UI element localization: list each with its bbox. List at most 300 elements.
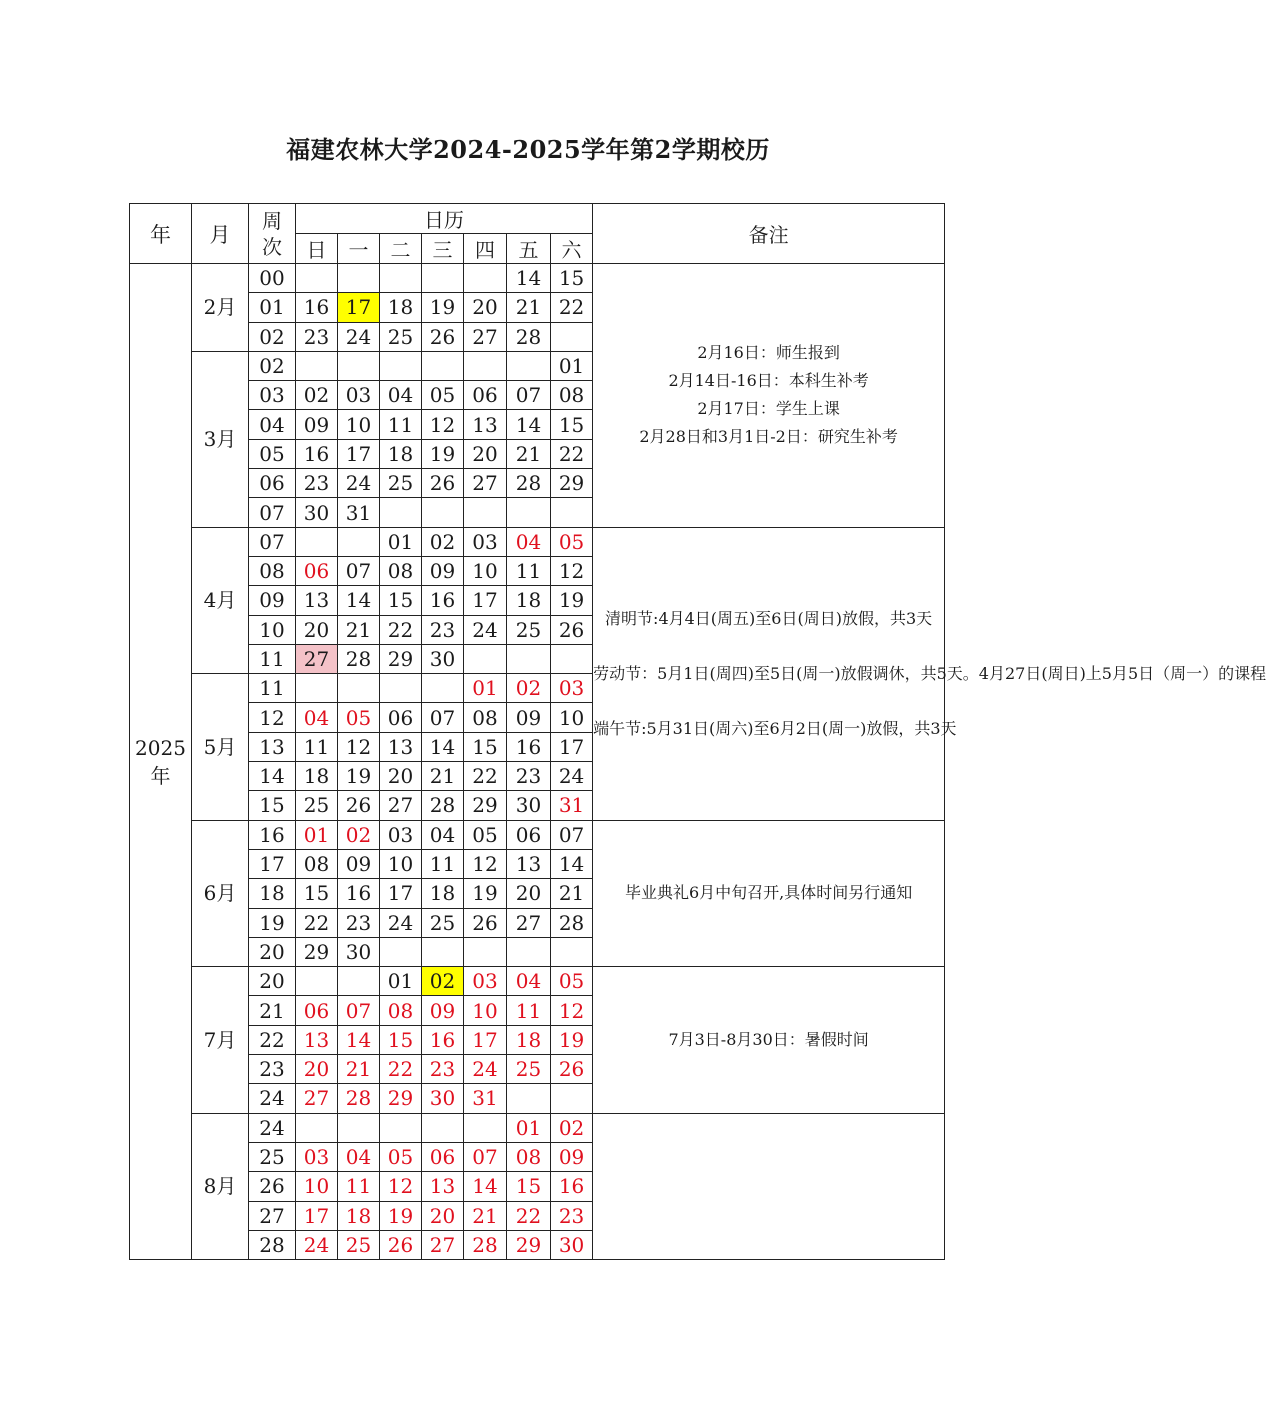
day-cell: 19 — [464, 879, 507, 908]
day-cell: 22 — [464, 762, 507, 791]
day-cell: 24 — [464, 615, 507, 644]
school-calendar-table — [129, 203, 1266, 1260]
day-cell — [507, 937, 551, 966]
day-cell: 23 — [338, 908, 380, 937]
day-cell — [338, 527, 380, 556]
day-cell: 18 — [507, 586, 551, 615]
day-cell: 15 — [380, 1025, 422, 1054]
day-cell: 26 — [380, 1230, 422, 1259]
day-cell: 01 — [380, 967, 422, 996]
day-cell — [507, 498, 551, 527]
day-cell: 12 — [551, 556, 593, 585]
day-cell: 26 — [551, 615, 593, 644]
day-cell: 20 — [507, 879, 551, 908]
day-cell — [422, 937, 464, 966]
week-number: 20 — [249, 937, 296, 966]
header-week-line2: 次 — [262, 234, 282, 259]
table-row — [130, 967, 945, 996]
day-cell: 31 — [551, 791, 593, 820]
week-number: 15 — [249, 791, 296, 820]
day-cell: 16 — [507, 732, 551, 761]
day-cell: 09 — [507, 703, 551, 732]
week-number: 16 — [249, 820, 296, 849]
day-cell: 27 — [507, 908, 551, 937]
day-cell: 25 — [296, 791, 338, 820]
day-cell: 13 — [507, 849, 551, 878]
day-cell: 18 — [338, 1201, 380, 1230]
day-cell: 23 — [422, 615, 464, 644]
day-cell: 07 — [422, 703, 464, 732]
day-cell: 08 — [551, 381, 593, 410]
note-cell — [593, 820, 945, 966]
note-spacer — [593, 633, 944, 660]
week-number: 11 — [249, 644, 296, 673]
day-cell: 06 — [380, 703, 422, 732]
note-cell — [593, 1113, 945, 1259]
week-number: 17 — [249, 849, 296, 878]
day-cell: 27 — [422, 1230, 464, 1259]
day-cell: 30 — [551, 1230, 593, 1259]
day-cell: 13 — [464, 410, 507, 439]
day-cell: 25 — [338, 1230, 380, 1259]
day-cell: 02 — [338, 820, 380, 849]
day-cell: 16 — [422, 586, 464, 615]
day-cell: 30 — [507, 791, 551, 820]
note-cell — [593, 967, 945, 1113]
day-cell: 02 — [422, 527, 464, 556]
day-cell: 17 — [464, 586, 507, 615]
day-cell: 12 — [338, 732, 380, 761]
day-cell: 12 — [551, 996, 593, 1025]
week-number: 09 — [249, 586, 296, 615]
day-cell: 15 — [507, 1172, 551, 1201]
day-cell — [296, 527, 338, 556]
day-cell: 27 — [296, 1084, 338, 1113]
day-cell: 22 — [296, 908, 338, 937]
year-line1: 2025 — [135, 735, 186, 760]
week-number: 07 — [249, 527, 296, 556]
day-cell: 25 — [422, 908, 464, 937]
week-number: 20 — [249, 967, 296, 996]
day-cell: 28 — [507, 322, 551, 351]
day-cell: 25 — [380, 469, 422, 498]
day-cell: 03 — [338, 381, 380, 410]
day-cell: 28 — [338, 644, 380, 673]
week-number: 05 — [249, 439, 296, 468]
month-label: 4月 — [192, 527, 249, 673]
week-number: 25 — [249, 1142, 296, 1171]
day-cell: 11 — [422, 849, 464, 878]
day-cell: 17 — [380, 879, 422, 908]
day-cell: 19 — [551, 1025, 593, 1054]
day-cell: 01 — [551, 351, 593, 380]
day-cell: 11 — [507, 556, 551, 585]
day-cell: 10 — [551, 703, 593, 732]
week-number: 21 — [249, 996, 296, 1025]
day-cell: 05 — [338, 703, 380, 732]
day-cell: 13 — [296, 586, 338, 615]
note-spacer — [593, 688, 944, 715]
day-cell — [464, 498, 507, 527]
day-cell: 14 — [551, 849, 593, 878]
day-cell: 04 — [296, 703, 338, 732]
day-cell: 13 — [422, 1172, 464, 1201]
day-cell: 05 — [422, 381, 464, 410]
day-cell: 20 — [464, 293, 507, 322]
week-number: 02 — [249, 322, 296, 351]
day-cell: 25 — [507, 615, 551, 644]
day-cell: 16 — [551, 1172, 593, 1201]
note-cell — [593, 527, 1266, 820]
day-cell: 11 — [380, 410, 422, 439]
day-cell — [422, 498, 464, 527]
day-cell: 08 — [380, 556, 422, 585]
day-cell: 12 — [464, 849, 507, 878]
day-cell — [296, 351, 338, 380]
day-cell: 16 — [296, 293, 338, 322]
day-cell: 06 — [296, 556, 338, 585]
day-cell: 14 — [338, 586, 380, 615]
day-cell: 30 — [422, 1084, 464, 1113]
day-cell: 23 — [422, 1055, 464, 1084]
day-cell: 14 — [338, 1025, 380, 1054]
day-cell: 16 — [296, 439, 338, 468]
week-number: 06 — [249, 469, 296, 498]
day-cell: 29 — [464, 791, 507, 820]
day-cell: 22 — [507, 1201, 551, 1230]
day-cell: 02 — [296, 381, 338, 410]
day-cell: 06 — [296, 996, 338, 1025]
week-number: 24 — [249, 1113, 296, 1142]
day-cell: 04 — [507, 967, 551, 996]
day-cell: 18 — [507, 1025, 551, 1054]
day-cell: 03 — [551, 674, 593, 703]
day-cell: 21 — [507, 439, 551, 468]
day-cell: 07 — [551, 820, 593, 849]
day-cell: 10 — [464, 996, 507, 1025]
header-day-mon: 一 — [338, 234, 380, 264]
day-cell — [464, 351, 507, 380]
day-cell: 28 — [422, 791, 464, 820]
week-number: 26 — [249, 1172, 296, 1201]
week-number: 24 — [249, 1084, 296, 1113]
week-number: 02 — [249, 351, 296, 380]
day-cell: 27 — [464, 322, 507, 351]
day-cell: 21 — [551, 879, 593, 908]
day-cell — [380, 498, 422, 527]
day-cell: 12 — [380, 1172, 422, 1201]
note-line: 2月17日：学生上课 — [697, 399, 840, 419]
day-cell: 31 — [338, 498, 380, 527]
note-line: 2月16日：师生报到 — [697, 343, 840, 363]
day-cell: 20 — [464, 439, 507, 468]
day-cell: 21 — [338, 615, 380, 644]
day-cell — [551, 644, 593, 673]
day-cell: 24 — [338, 322, 380, 351]
day-cell: 19 — [551, 586, 593, 615]
day-cell: 29 — [507, 1230, 551, 1259]
day-cell — [422, 1113, 464, 1142]
day-cell — [338, 351, 380, 380]
day-cell: 04 — [507, 527, 551, 556]
day-cell: 18 — [422, 879, 464, 908]
week-number: 13 — [249, 732, 296, 761]
day-cell: 11 — [338, 1172, 380, 1201]
week-number: 19 — [249, 908, 296, 937]
day-cell: 08 — [507, 1142, 551, 1171]
day-cell: 06 — [422, 1142, 464, 1171]
day-cell: 08 — [380, 996, 422, 1025]
day-cell — [422, 264, 464, 293]
table-row — [130, 1113, 945, 1142]
day-cell: 28 — [551, 908, 593, 937]
month-label: 6月 — [192, 820, 249, 966]
day-cell: 03 — [464, 527, 507, 556]
day-cell: 17 — [551, 732, 593, 761]
day-cell — [464, 264, 507, 293]
week-number: 10 — [249, 615, 296, 644]
calendar-body — [130, 264, 1266, 1260]
day-cell: 09 — [422, 996, 464, 1025]
day-cell: 09 — [338, 849, 380, 878]
day-cell: 20 — [380, 762, 422, 791]
day-cell: 15 — [296, 879, 338, 908]
note-line: 劳动节：5月1日(周四)至5日(周一)放假调休，共5天。4月27日(周日)上5月5日（周一）的课程 — [593, 663, 1266, 683]
day-cell: 23 — [296, 469, 338, 498]
day-cell: 04 — [380, 381, 422, 410]
day-cell: 10 — [464, 556, 507, 585]
day-cell — [380, 674, 422, 703]
day-cell — [464, 937, 507, 966]
day-cell: 14 — [464, 1172, 507, 1201]
header-notes: 备注 — [593, 204, 945, 264]
day-cell: 24 — [338, 469, 380, 498]
month-label: 8月 — [192, 1113, 249, 1259]
day-cell: 06 — [464, 381, 507, 410]
day-cell: 07 — [338, 996, 380, 1025]
day-cell: 15 — [551, 410, 593, 439]
day-cell: 10 — [338, 410, 380, 439]
day-cell — [380, 1113, 422, 1142]
week-number: 04 — [249, 410, 296, 439]
note-line: 2月14日-16日：本科生补考 — [668, 371, 869, 391]
day-cell — [464, 644, 507, 673]
table-row — [130, 264, 945, 293]
day-cell: 07 — [507, 381, 551, 410]
day-cell: 12 — [422, 410, 464, 439]
day-cell: 04 — [422, 820, 464, 849]
day-cell — [507, 1084, 551, 1113]
day-cell: 17 — [338, 439, 380, 468]
day-cell: 28 — [338, 1084, 380, 1113]
day-cell — [380, 351, 422, 380]
day-cell: 26 — [338, 791, 380, 820]
day-cell: 15 — [464, 732, 507, 761]
day-cell: 07 — [338, 556, 380, 585]
day-cell — [551, 937, 593, 966]
day-cell: 23 — [296, 322, 338, 351]
day-cell — [551, 498, 593, 527]
header-day-thu: 四 — [464, 234, 507, 264]
table-row — [130, 820, 945, 849]
day-cell: 03 — [296, 1142, 338, 1171]
day-cell: 05 — [380, 1142, 422, 1171]
day-cell: 19 — [422, 293, 464, 322]
day-cell: 19 — [422, 439, 464, 468]
week-number: 00 — [249, 264, 296, 293]
day-cell: 25 — [507, 1055, 551, 1084]
day-cell: 03 — [464, 967, 507, 996]
week-number: 14 — [249, 762, 296, 791]
day-cell: 16 — [422, 1025, 464, 1054]
header-day-fri: 五 — [507, 234, 551, 264]
note-line: 2月28日和3月1日-2日：研究生补考 — [639, 427, 898, 447]
day-cell: 22 — [380, 1055, 422, 1084]
year-line2: 年 — [150, 763, 171, 788]
day-cell: 24 — [464, 1055, 507, 1084]
week-number: 27 — [249, 1201, 296, 1230]
day-cell — [507, 644, 551, 673]
day-cell: 27 — [380, 791, 422, 820]
day-cell — [338, 1113, 380, 1142]
day-cell: 21 — [507, 293, 551, 322]
day-cell: 15 — [551, 264, 593, 293]
day-cell: 02 — [422, 967, 464, 996]
day-cell: 07 — [464, 1142, 507, 1171]
header-day-wed: 三 — [422, 234, 464, 264]
day-cell: 24 — [296, 1230, 338, 1259]
day-cell: 14 — [422, 732, 464, 761]
day-cell: 25 — [380, 322, 422, 351]
day-cell: 29 — [296, 937, 338, 966]
day-cell — [338, 264, 380, 293]
day-cell: 29 — [380, 1084, 422, 1113]
day-cell — [338, 674, 380, 703]
day-cell: 17 — [464, 1025, 507, 1054]
day-cell: 30 — [338, 937, 380, 966]
day-cell: 09 — [296, 410, 338, 439]
day-cell: 11 — [507, 996, 551, 1025]
day-cell: 09 — [422, 556, 464, 585]
day-cell: 21 — [422, 762, 464, 791]
note-cell — [593, 264, 945, 528]
day-cell: 04 — [338, 1142, 380, 1171]
day-cell: 01 — [507, 1113, 551, 1142]
day-cell: 05 — [551, 527, 593, 556]
day-cell: 30 — [422, 644, 464, 673]
day-cell — [464, 1113, 507, 1142]
day-cell: 29 — [380, 644, 422, 673]
day-cell: 15 — [380, 586, 422, 615]
day-cell — [380, 937, 422, 966]
week-number: 23 — [249, 1055, 296, 1084]
day-cell: 17 — [338, 293, 380, 322]
day-cell: 21 — [464, 1201, 507, 1230]
day-cell — [551, 322, 593, 351]
note-line: 毕业典礼6月中旬召开,具体时间另行通知 — [624, 883, 913, 903]
day-cell: 23 — [551, 1201, 593, 1230]
day-cell: 26 — [422, 469, 464, 498]
day-cell: 01 — [296, 820, 338, 849]
header-day-tue: 二 — [380, 234, 422, 264]
day-cell: 10 — [296, 1172, 338, 1201]
day-cell: 13 — [380, 732, 422, 761]
week-number: 18 — [249, 879, 296, 908]
day-cell: 02 — [507, 674, 551, 703]
month-label: 5月 — [192, 674, 249, 820]
header-calendar: 日历 — [296, 204, 593, 234]
day-cell: 06 — [507, 820, 551, 849]
day-cell: 20 — [296, 615, 338, 644]
day-cell: 28 — [507, 469, 551, 498]
day-cell: 22 — [551, 439, 593, 468]
day-cell: 26 — [551, 1055, 593, 1084]
page-title: 福建农林大学2024-2025学年第2学期校历 — [286, 135, 770, 164]
week-number: 11 — [249, 674, 296, 703]
day-cell: 10 — [380, 849, 422, 878]
day-cell: 02 — [551, 1113, 593, 1142]
day-cell: 01 — [464, 674, 507, 703]
day-cell: 24 — [380, 908, 422, 937]
week-number: 07 — [249, 498, 296, 527]
day-cell — [422, 674, 464, 703]
day-cell — [507, 351, 551, 380]
day-cell: 27 — [464, 469, 507, 498]
week-number: 22 — [249, 1025, 296, 1054]
day-cell: 09 — [551, 1142, 593, 1171]
day-cell: 18 — [380, 439, 422, 468]
day-cell — [296, 264, 338, 293]
day-cell: 05 — [464, 820, 507, 849]
day-cell: 03 — [380, 820, 422, 849]
day-cell: 22 — [380, 615, 422, 644]
week-number: 01 — [249, 293, 296, 322]
day-cell: 29 — [551, 469, 593, 498]
week-number: 03 — [249, 381, 296, 410]
day-cell — [296, 1113, 338, 1142]
week-number: 28 — [249, 1230, 296, 1259]
header-day-sun: 日 — [296, 234, 338, 264]
header-week-line1: 周 — [262, 208, 282, 233]
day-cell: 18 — [380, 293, 422, 322]
month-label: 2月 — [192, 264, 249, 352]
note-line: 端午节:5月31日(周六)至6月2日(周一)放假，共3天 — [593, 718, 957, 738]
note-line: 清明节:4月4日(周五)至6日(周日)放假，共3天 — [605, 608, 933, 628]
week-number: 08 — [249, 556, 296, 585]
day-cell: 17 — [296, 1201, 338, 1230]
day-cell: 21 — [338, 1055, 380, 1084]
day-cell: 19 — [380, 1201, 422, 1230]
day-cell: 24 — [551, 762, 593, 791]
day-cell: 11 — [296, 732, 338, 761]
day-cell: 26 — [422, 322, 464, 351]
header-week — [249, 204, 296, 264]
day-cell — [338, 967, 380, 996]
day-cell: 20 — [422, 1201, 464, 1230]
day-cell: 13 — [296, 1025, 338, 1054]
day-cell: 08 — [464, 703, 507, 732]
day-cell: 26 — [464, 908, 507, 937]
week-number: 12 — [249, 703, 296, 732]
day-cell — [296, 674, 338, 703]
header-year: 年 — [130, 204, 192, 264]
day-cell: 18 — [296, 762, 338, 791]
table-row — [130, 527, 945, 556]
day-cell: 20 — [296, 1055, 338, 1084]
day-cell: 22 — [551, 293, 593, 322]
day-cell — [296, 967, 338, 996]
day-cell: 19 — [338, 762, 380, 791]
